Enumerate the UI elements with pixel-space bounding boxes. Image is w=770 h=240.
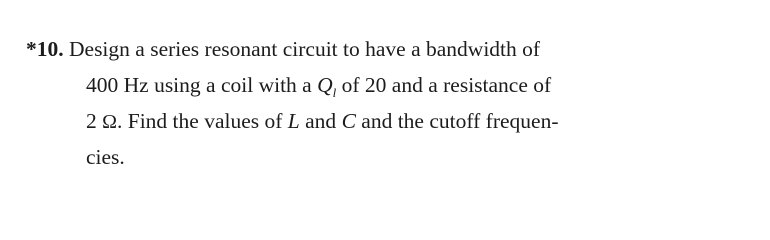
problem-number: *10. [26,37,64,61]
problem-line-3-part-c: and the cutoff frequen- [361,109,559,133]
inductance-symbol: L [287,109,300,133]
quality-factor-symbol: Q [317,73,333,97]
problem-line-1 [26,35,540,63]
resistance-value: 2 [86,109,97,133]
problem-line-4 [86,143,125,171]
quality-factor-subscript: l [332,85,337,100]
problem-line-3-part-b: . Find the values of [117,109,283,133]
problem-line-3-and: and [305,109,337,133]
problem-line-2-part-a: 400 Hz using a coil with a [86,73,312,97]
ohm-symbol: Ω [102,111,117,133]
problem-line-1-text: Design a series resonant circuit to have a bandwidth of [69,37,541,61]
problem-line-2 [86,71,551,107]
problem-line-4-text: cies. [86,145,125,169]
problem-line-2-part-b: of 20 and a resistance of [341,73,552,97]
problem-line-3 [86,107,558,136]
capacitance-symbol: C [341,109,356,133]
